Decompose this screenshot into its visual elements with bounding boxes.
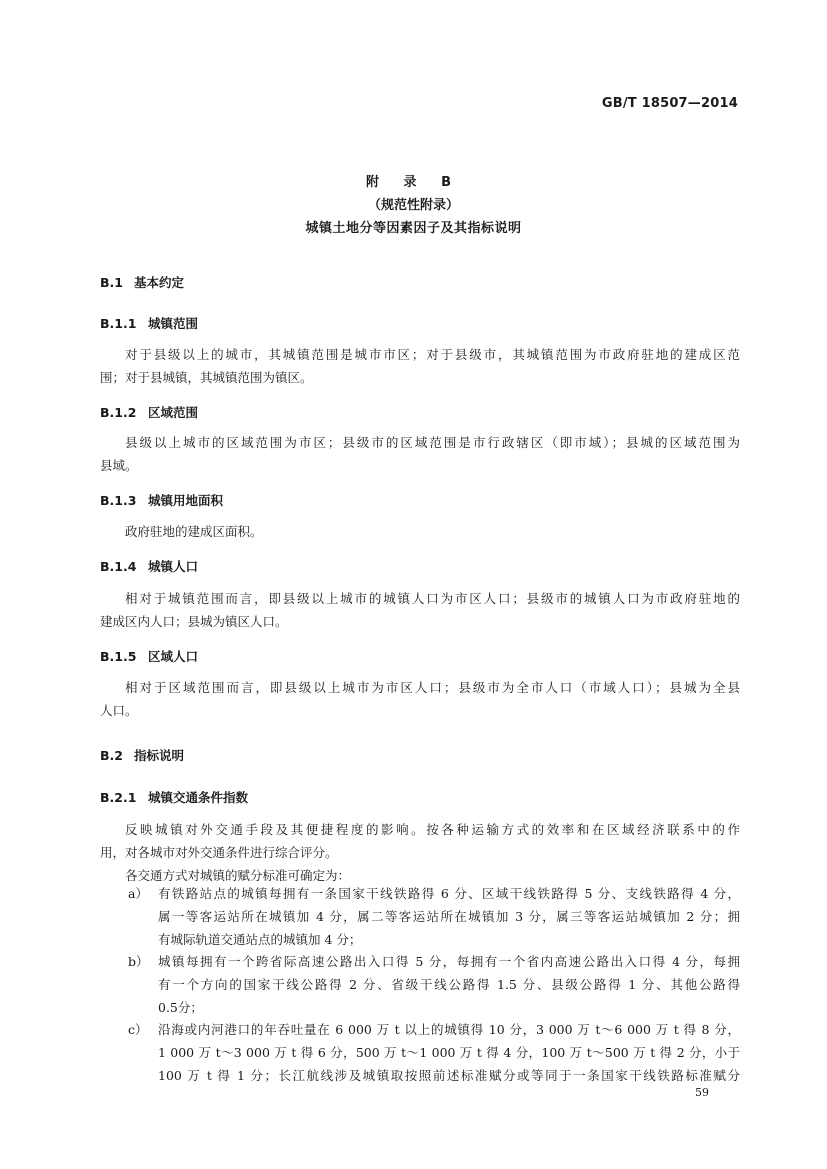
- subsection-number: B.2.1: [100, 790, 137, 805]
- section-heading-b1: [100, 273, 184, 291]
- paragraph-line: 相对于城镇范围而言，即县级以上城市的城镇人口为市区人口；县级市的城镇人口为市政府驻地的: [125, 591, 740, 606]
- list-marker: a）: [128, 886, 148, 901]
- subsection-heading-b14: [100, 557, 198, 575]
- paragraph-b13: [100, 520, 740, 543]
- list-line: 有一个方向的国家干线公路得 2 分、省级干线公路得 1.5 分、县级公路得 1 分、其他公路得: [158, 977, 740, 992]
- list-marker: c）: [128, 1022, 148, 1037]
- section-number: B.2: [100, 748, 123, 763]
- paragraph-b21: [100, 818, 740, 887]
- list-item-c: [128, 1018, 740, 1087]
- paragraph-line: 各交通方式对城镇的赋分标准可确定为：: [125, 868, 351, 883]
- paragraph-line: 相对于区域范围而言，即县级以上城市为市区人口；县级市为全市人口（市域人口）；县城为全县: [125, 680, 740, 695]
- list-item-a: [128, 882, 740, 951]
- subsection-heading-b15: [100, 647, 198, 665]
- paragraph-line: 反映城镇对外交通手段及其便捷程度的影响。按各种运输方式的效率和在区域经济联系中的作: [125, 822, 740, 837]
- list-line: 1 000 万 t～3 000 万 t 得 6 分，500 万 t～1 000 万 t 得 4 分，100 万 t～500 万 t 得 2 分，小于: [158, 1045, 740, 1060]
- list-line: 属一等客运站所在城镇加 4 分，属二等客运站所在城镇加 3 分，属三等客运站城镇加 2 分；拥: [158, 909, 740, 924]
- paragraph-line: 县级以上城市的区域范围为市区；县级市的区域范围是市行政辖区（即市域）；县城的区域范围为: [125, 435, 740, 450]
- subsection-title: 城镇用地面积: [148, 493, 224, 508]
- paragraph-line: 建成区内人口；县城为镇区人口。: [100, 614, 288, 629]
- list-line: 有城际轨道交通站点的城镇加 4 分；: [158, 932, 362, 947]
- paragraph-b11: [100, 343, 740, 389]
- standard-code: GB/T 18507—2014: [601, 96, 738, 111]
- list-line: 有铁路站点的城镇每拥有一条国家干线铁路得 6 分、区域干线铁路得 5 分、支线铁路得 4 分，: [158, 886, 740, 901]
- section-title: 基本约定: [134, 275, 185, 290]
- subsection-title: 城镇范围: [148, 316, 199, 331]
- appendix-title: 城镇土地分等因素因子及其指标说明: [305, 221, 522, 236]
- paragraph-b15: [100, 676, 740, 722]
- section-heading-b2: [100, 746, 184, 764]
- paragraph-line: 人口。: [100, 703, 138, 718]
- paragraph-line: 对于县级以上的城市，其城镇范围是城市市区；对于县级市，其城镇范围为市政府驻地的建成区范: [125, 347, 740, 362]
- subsection-number: B.1.4: [100, 559, 137, 574]
- list-line: 沿海或内河港口的年吞吐量在 6 000 万 t 以上的城镇得 10 分，3 000 万 t～6 000 万 t 得 8 分，: [158, 1022, 740, 1037]
- appendix-type: （规范性附录）: [367, 198, 459, 213]
- paragraph-line: 政府驻地的建成区面积。: [125, 524, 263, 539]
- subsection-heading-b11: [100, 314, 198, 332]
- subsection-number: B.1.3: [100, 493, 137, 508]
- subsection-title: 区域范围: [148, 405, 199, 420]
- list-line: 100 万 t 得 1 分；长江航线涉及城镇取按照前述标准赋分或等同于一条国家干线铁路标准赋分: [158, 1068, 740, 1083]
- subsection-title: 区域人口: [148, 649, 199, 664]
- list-marker: b）: [128, 954, 149, 969]
- subsection-number: B.1.1: [100, 316, 137, 331]
- subsection-heading-b12: [100, 403, 198, 421]
- subsection-number: B.1.5: [100, 649, 137, 664]
- appendix-label: 附 录 B: [366, 175, 461, 190]
- list-item-b: [128, 950, 740, 1019]
- paragraph-b12: [100, 431, 740, 477]
- subsection-heading-b13: [100, 491, 223, 509]
- section-number: B.1: [100, 275, 123, 290]
- subsection-title: 城镇交通条件指数: [148, 790, 249, 805]
- page-number: 59: [695, 1086, 709, 1099]
- list-line: 0.5分；: [158, 1000, 203, 1015]
- paragraph-line: 用，对各城市对外交通条件进行综合评分。: [100, 845, 338, 860]
- paragraph-b14: [100, 587, 740, 633]
- section-title: 指标说明: [134, 748, 185, 763]
- paragraph-line: 县域。: [100, 458, 138, 473]
- list-line: 城镇每拥有一个跨省际高速公路出入口得 5 分，每拥有一个省内高速公路出入口得 4 分，每拥: [158, 954, 740, 969]
- paragraph-line: 围；对于县城镇，其城镇范围为镇区。: [100, 370, 313, 385]
- subsection-heading-b21: [100, 788, 248, 806]
- subsection-title: 城镇人口: [148, 559, 199, 574]
- subsection-number: B.1.2: [100, 405, 137, 420]
